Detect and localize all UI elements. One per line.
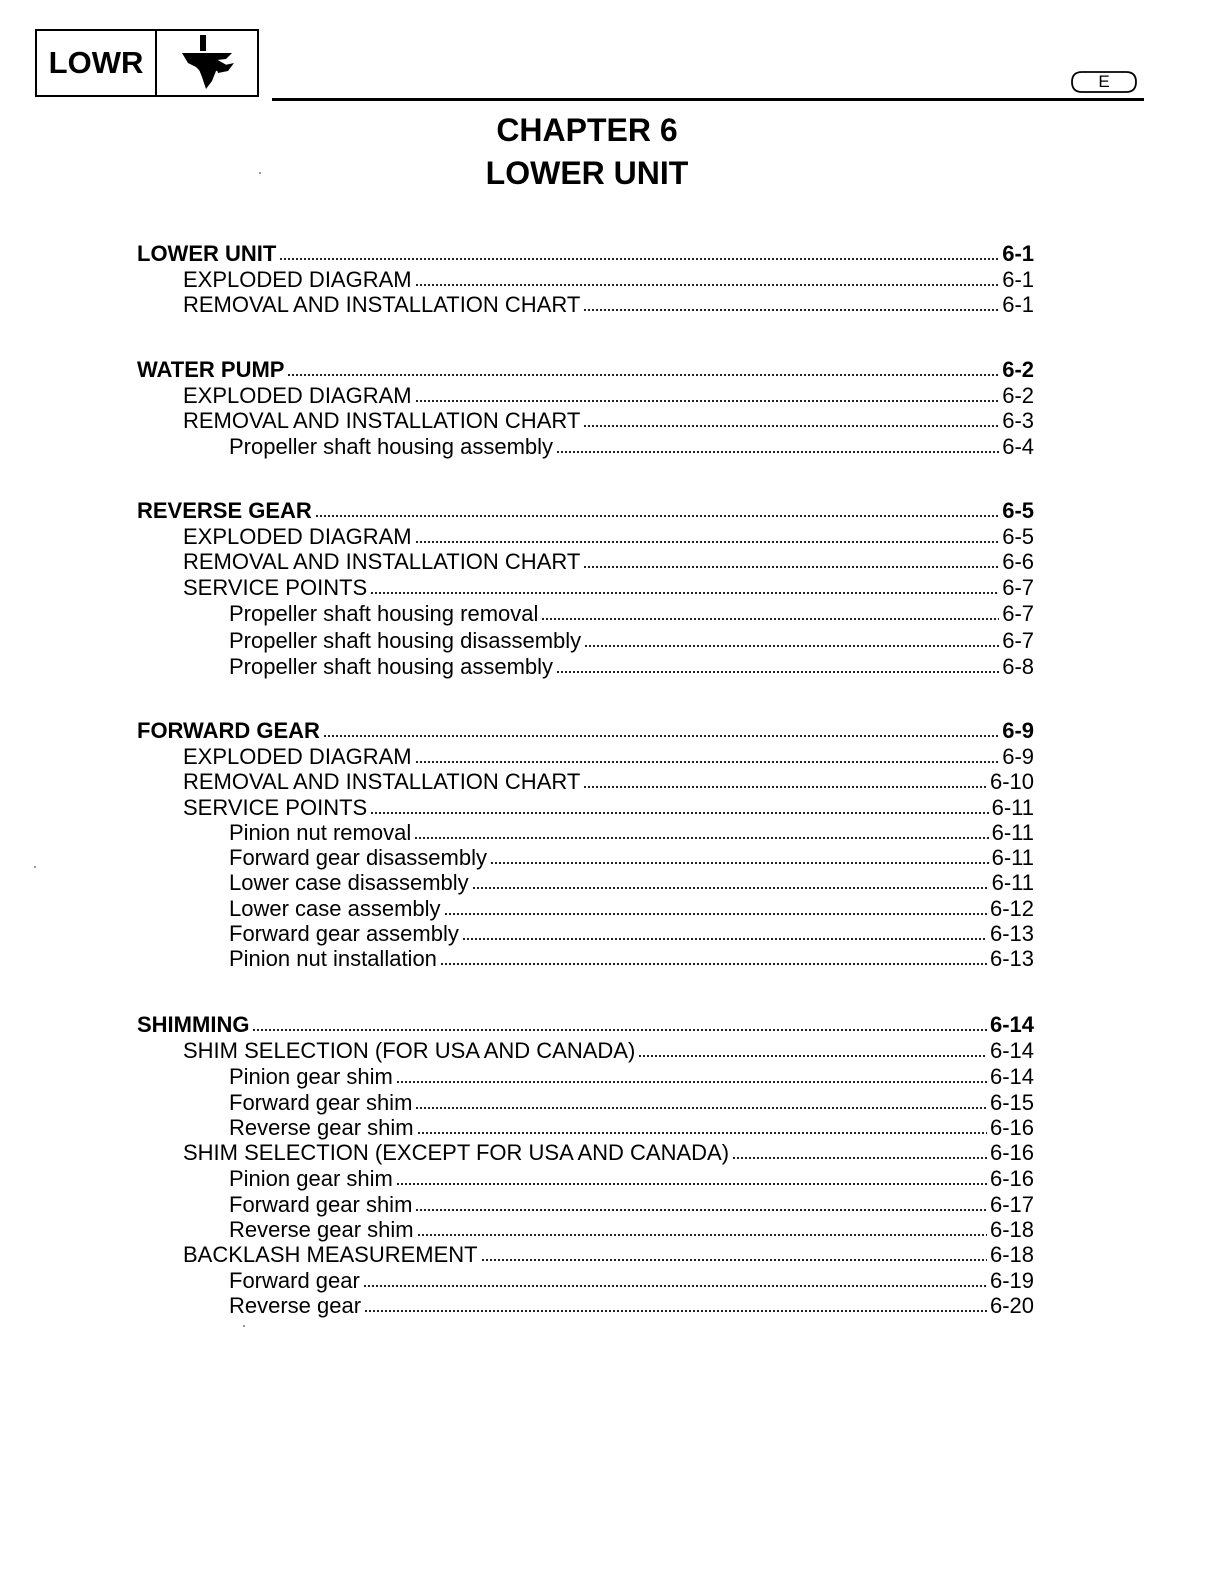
toc-leader-dots: [415, 383, 1000, 403]
toc-entry: [229, 654, 1034, 680]
toc-entry-page: 6-14: [989, 1064, 1034, 1089]
toc-entry-page: 6-11: [991, 870, 1034, 895]
toc-leader-dots: [444, 896, 987, 916]
toc-entry: [229, 820, 1034, 846]
toc-leader-dots: [364, 1293, 987, 1313]
toc-entry-label: Reverse gear shim: [229, 1217, 414, 1242]
toc-entry: [137, 498, 1034, 524]
toc-entry-page: 6-7: [1002, 575, 1034, 600]
toc-entry-page: 6-16: [989, 1115, 1034, 1140]
toc-entry-page: 6-7: [1002, 601, 1034, 626]
toc-entry: [183, 795, 1034, 821]
toc-entry-page: 6-18: [989, 1242, 1034, 1267]
toc-entry: [183, 524, 1034, 550]
toc-entry-page: 6-13: [989, 921, 1034, 946]
toc-leader-dots: [363, 1268, 987, 1288]
toc-leader-dots: [315, 498, 999, 518]
toc-entry-label: Forward gear shim: [229, 1192, 413, 1217]
toc-leader-dots: [638, 1038, 987, 1058]
toc-entry: [183, 383, 1034, 409]
toc-leader-dots: [370, 575, 999, 595]
toc-leader-dots: [414, 820, 988, 840]
toc-entry: [183, 408, 1034, 434]
toc-entry-label: Forward gear: [229, 1268, 360, 1293]
chapter-title: LOWER UNIT: [485, 155, 689, 191]
toc-entry: [229, 1217, 1034, 1243]
toc-leader-dots: [287, 357, 999, 377]
toc-entry-label: EXPLODED DIAGRAM: [183, 744, 412, 769]
toc-leader-dots: [732, 1140, 987, 1160]
toc-leader-dots: [417, 1217, 987, 1237]
toc-leader-dots: [370, 795, 988, 815]
toc-entry: [229, 946, 1034, 972]
toc-entry-label: EXPLODED DIAGRAM: [183, 383, 412, 408]
toc-entry-page: 6-5: [1002, 524, 1034, 549]
toc-entry-page: 6-1: [1002, 241, 1034, 266]
toc-entry-page: 6-20: [989, 1293, 1034, 1318]
toc-entry-label: LOWER UNIT: [137, 241, 277, 266]
toc-leader-dots: [252, 1012, 987, 1032]
toc-entry: [229, 434, 1034, 460]
toc-entry-label: FORWARD GEAR: [137, 718, 320, 743]
toc-leader-dots: [583, 769, 987, 789]
toc-entry-page: 6-11: [991, 795, 1034, 820]
toc-leader-dots: [415, 267, 1000, 287]
toc-entry: [229, 921, 1034, 947]
toc-entry: [183, 267, 1034, 293]
toc-entry-label: EXPLODED DIAGRAM: [183, 524, 412, 549]
toc-entry: [229, 896, 1034, 922]
toc-entry-page: 6-8: [1002, 654, 1034, 679]
toc-entry-page: 6-16: [989, 1140, 1034, 1165]
toc-leader-dots: [396, 1064, 987, 1084]
toc-entry: [183, 1140, 1034, 1166]
toc-leader-dots: [415, 1192, 987, 1212]
toc-entry-label: SERVICE POINTS: [183, 575, 368, 600]
toc-entry-page: 6-9: [1002, 744, 1034, 769]
toc-entry: [183, 1242, 1034, 1268]
toc-leader-dots: [472, 870, 989, 890]
toc-leader-dots: [583, 292, 999, 312]
toc-leader-dots: [490, 845, 989, 865]
toc-entry-label: Reverse gear shim: [229, 1115, 414, 1140]
toc-entry: [229, 1064, 1034, 1090]
toc-entry-label: SHIM SELECTION (FOR USA AND CANADA): [183, 1038, 636, 1063]
toc-entry: [229, 1268, 1034, 1294]
toc-entry: [229, 845, 1034, 871]
toc-entry-page: 6-5: [1002, 498, 1034, 523]
toc-entry-page: 6-9: [1002, 718, 1034, 743]
scan-speck: [34, 866, 36, 868]
scan-speck: [259, 172, 261, 174]
section-label: LOWR: [37, 31, 157, 95]
toc-leader-dots: [481, 1242, 987, 1262]
toc-leader-dots: [415, 524, 1000, 544]
toc-leader-dots: [541, 601, 999, 621]
toc-entry-page: 6-6: [1002, 549, 1034, 574]
toc-leader-dots: [462, 921, 987, 941]
toc-entry: [137, 357, 1034, 383]
toc-leader-dots: [556, 434, 999, 454]
toc-entry-label: Propeller shaft housing disassembly: [229, 628, 582, 653]
toc-entry-label: REMOVAL AND INSTALLATION CHART: [183, 292, 581, 317]
toc-entry-label: Forward gear shim: [229, 1090, 413, 1115]
toc-entry-label: SHIMMING: [137, 1012, 250, 1037]
toc-leader-dots: [415, 1090, 987, 1110]
toc-entry: [137, 718, 1034, 744]
toc-entry-page: 6-11: [991, 820, 1034, 845]
toc-entry: [183, 744, 1034, 770]
toc-entry-label: REMOVAL AND INSTALLATION CHART: [183, 408, 581, 433]
toc-entry-label: Pinion nut removal: [229, 820, 412, 845]
toc-entry-label: Lower case assembly: [229, 896, 441, 921]
toc-entry: [229, 1115, 1034, 1141]
toc-leader-dots: [583, 408, 999, 428]
toc-entry-page: 6-1: [1002, 292, 1034, 317]
scan-speck: [243, 1325, 245, 1327]
toc-entry-label: Propeller shaft housing assembly: [229, 654, 554, 679]
toc-entry-label: SHIM SELECTION (EXCEPT FOR USA AND CANADA): [183, 1140, 730, 1165]
toc-entry: [137, 241, 1034, 267]
toc-entry-page: 6-1: [1002, 267, 1034, 292]
toc-entry: [229, 1293, 1034, 1319]
toc-entry-page: 6-14: [989, 1038, 1034, 1063]
toc-entry-page: 6-15: [989, 1090, 1034, 1115]
toc-leader-dots: [323, 718, 999, 738]
toc-leader-dots: [440, 946, 987, 966]
toc-entry-label: Reverse gear: [229, 1293, 362, 1318]
toc-entry-label: EXPLODED DIAGRAM: [183, 267, 412, 292]
toc-entry: [183, 769, 1034, 795]
toc-entry-label: Propeller shaft housing removal: [229, 601, 539, 626]
language-code: E: [1098, 72, 1110, 91]
toc-entry-label: Pinion gear shim: [229, 1166, 393, 1191]
toc-entry-page: 6-10: [989, 769, 1034, 794]
toc-entry: [229, 1192, 1034, 1218]
toc-entry-page: 6-4: [1002, 434, 1034, 459]
toc-entry-label: REVERSE GEAR: [137, 498, 312, 523]
toc-entry-page: 6-7: [1002, 628, 1034, 653]
toc-entry-page: 6-3: [1002, 408, 1034, 433]
toc-leader-dots: [556, 654, 999, 674]
toc-entry-page: 6-16: [989, 1166, 1034, 1191]
toc-entry: [183, 1038, 1034, 1064]
toc-leader-dots: [417, 1115, 987, 1135]
toc-entry: [183, 292, 1034, 318]
toc-entry-page: 6-18: [989, 1217, 1034, 1242]
toc-entry-page: 6-17: [989, 1192, 1034, 1217]
toc-entry-label: BACKLASH MEASUREMENT: [183, 1242, 478, 1267]
toc-entry-page: 6-19: [989, 1268, 1034, 1293]
toc-entry-page: 6-12: [989, 896, 1034, 921]
toc-entry: [229, 1166, 1034, 1192]
chapter-number: CHAPTER 6: [496, 112, 678, 148]
toc-entry-label: REMOVAL AND INSTALLATION CHART: [183, 769, 581, 794]
toc-entry-label: WATER PUMP: [137, 357, 285, 382]
toc-entry-page: 6-13: [989, 946, 1034, 971]
toc-leader-dots: [396, 1166, 987, 1186]
toc-leader-dots: [279, 241, 999, 261]
toc-entry: [229, 1090, 1034, 1116]
toc-entry-page: 6-2: [1002, 357, 1034, 382]
toc-entry: [229, 628, 1034, 654]
toc-entry: [137, 1012, 1034, 1038]
toc-entry: [229, 601, 1034, 627]
toc-leader-dots: [584, 628, 999, 648]
toc-entry-label: Pinion nut installation: [229, 946, 437, 971]
toc-entry-page: 6-2: [1002, 383, 1034, 408]
toc-entry-label: Forward gear disassembly: [229, 845, 487, 870]
toc-entry-page: 6-14: [989, 1012, 1034, 1037]
toc-entry: [229, 870, 1034, 896]
toc-entry-label: SERVICE POINTS: [183, 795, 368, 820]
toc-entry-page: 6-11: [991, 845, 1034, 870]
toc-entry-label: Pinion gear shim: [229, 1064, 393, 1089]
toc-entry: [183, 575, 1034, 601]
toc-entry: [183, 549, 1034, 575]
toc-entry-label: Propeller shaft housing assembly: [229, 434, 554, 459]
toc-entry-label: REMOVAL AND INSTALLATION CHART: [183, 549, 581, 574]
toc-leader-dots: [415, 744, 1000, 764]
toc-leader-dots: [583, 549, 999, 569]
toc-entry-label: Lower case disassembly: [229, 870, 469, 895]
toc-entry-label: Forward gear assembly: [229, 921, 459, 946]
